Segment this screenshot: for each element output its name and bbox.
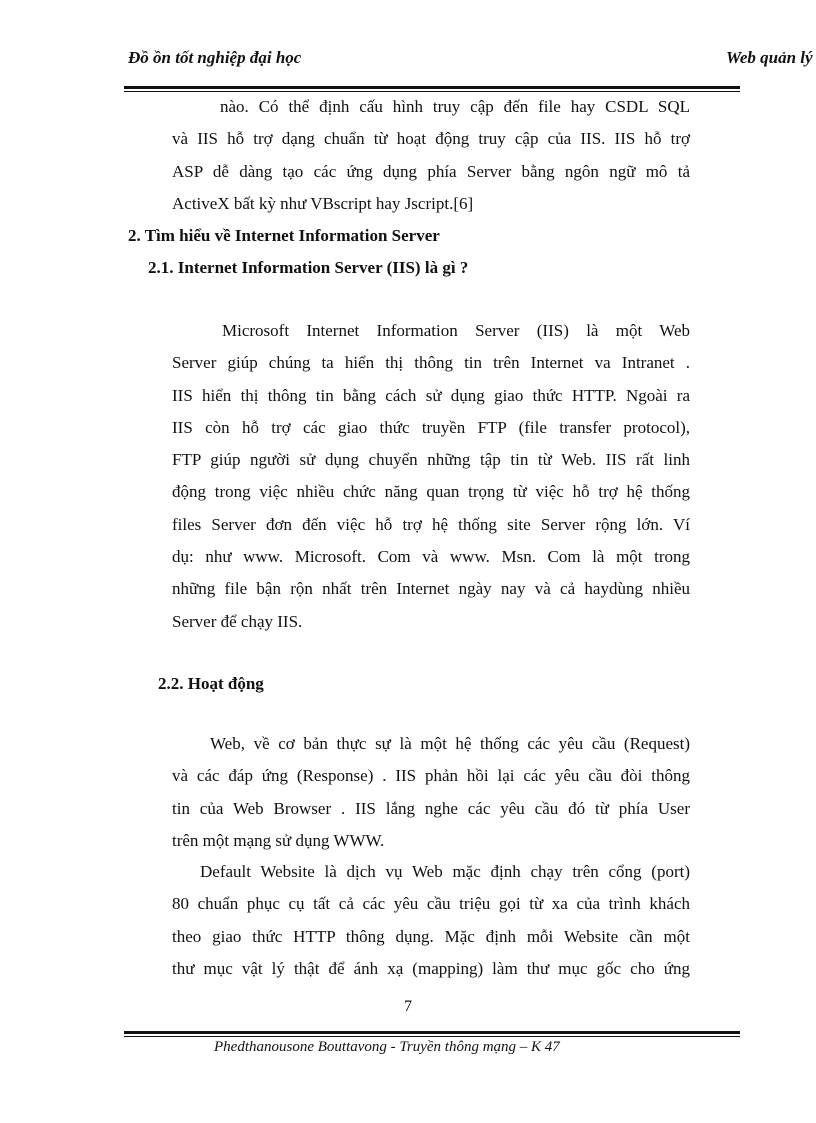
footer-rule-thick [124, 1031, 740, 1034]
text-line: Server để chạy IIS. [172, 611, 303, 631]
text-line: Default Website là dịch vụ Web mặc định chạy trên cổng (port) [200, 862, 690, 881]
paragraph-iis-definition [172, 315, 690, 638]
paragraph-iis-operation [172, 728, 690, 857]
text-line: IIS còn hỗ trợ các giao thức truyền FTP (file transfer protocol), [172, 417, 690, 437]
text-line: files Server đơn đến việc hỗ trợ hệ thống site Server rộng lớn. Ví [172, 514, 690, 534]
text-line: theo giao thức HTTP thông dụng. Mặc định mỗi Website cần một [172, 926, 690, 946]
header-left-title: Đồ ồn tốt nghiệp đại học [128, 48, 302, 67]
text-line: FTP giúp người sử dụng chuyển những tập tin từ Web. IIS rất linh [172, 450, 690, 470]
text-line: Microsoft Internet Information Server (IIS) là một Web [222, 321, 690, 340]
footer-rule-thin [124, 1036, 740, 1037]
text-line: IIS hiển thị thông tin bằng cách sử dụng giao thức HTTP. Ngoài ra [172, 385, 690, 405]
text-line: và IIS hỗ trợ dạng chuẩn từ hoạt động truy cập của IIS. IIS hỗ trợ [172, 129, 690, 149]
text-line: ASP dễ dàng tạo các ứng dụng phía Server bằng ngôn ngữ mô tả [172, 161, 690, 181]
text-line: nào. Có thể định cấu hình truy cập đến file hay CSDL SQL [220, 97, 690, 116]
text-line: dụ: như www. Microsoft. Com và www. Msn. Com là một trong [172, 547, 690, 567]
text-line: và các đáp ứng (Response) . IIS phản hồi lại các yêu cầu đòi thông [172, 766, 690, 786]
page-number: 7 [404, 998, 412, 1015]
text-line: ActiveX bất kỳ như VBscript hay Jscript.[6] [172, 193, 474, 213]
text-line: trên một mạng sử dụng WWW. [172, 830, 385, 850]
header-rule-thick [124, 86, 740, 89]
footer-author: Phedthanousone Bouttavong - Truyền thông mạng – K 47 [214, 1039, 560, 1055]
text-line: Web, về cơ bản thực sự là một hệ thống các yêu cầu (Request) [210, 734, 690, 753]
heading-2-1: 2.1. Internet Information Server (IIS) là gì ? [148, 258, 469, 277]
heading-2-2: 2.2. Hoạt động [158, 674, 264, 693]
text-line: 80 chuẩn phục cụ tất cả các yêu cầu triệu gọi từ xa của trình khách [172, 894, 690, 914]
text-line: những file bận rộn nhất trên Internet ngày nay và cả haydùng nhiều [172, 579, 690, 599]
text-line: động trong việc nhiều chức năng quan trọng từ việc hỗ trợ hệ thống [172, 482, 690, 502]
text-line: Server giúp chúng ta hiển thị thông tin trên Internet va Intranet . [172, 353, 690, 373]
header-right-title: Web quản lý [726, 48, 813, 67]
heading-section-2: 2. Tìm hiểu về Internet Information Server [128, 226, 440, 245]
text-line: thư mục vật lý thật để ánh xạ (mapping) làm thư mục gốc cho ứng [172, 958, 690, 978]
text-line: tin của Web Browser . IIS lắng nghe các yêu cầu đó từ phía User [172, 798, 690, 818]
paragraph-iis-intro [172, 91, 690, 220]
paragraph-default-website [172, 856, 690, 985]
